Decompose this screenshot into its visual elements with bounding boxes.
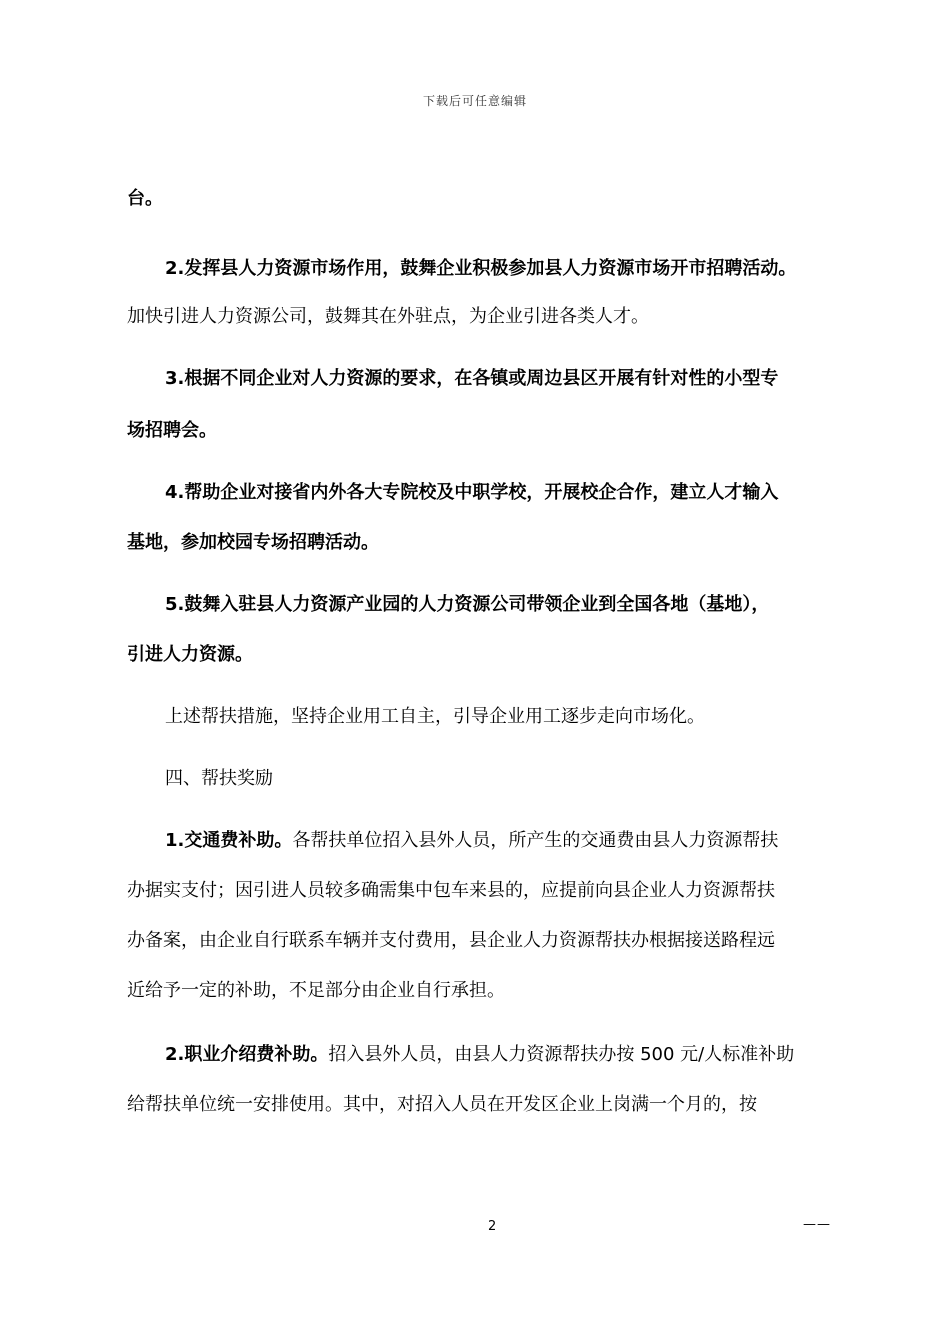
text-line: 场招聘会。 <box>127 420 217 441</box>
subsidy-1-text: 各帮扶单位招入县外人员，所产生的交通费由县人力资源帮扶 <box>292 830 779 851</box>
text-line: 办备案，由企业自行联系车辆并支付费用，县企业人力资源帮扶办根据接送路程远 <box>127 930 775 951</box>
page-header: 下载后可任意编辑 <box>422 94 527 108</box>
subsidy-2-title: 2.职业介绍费补助。 <box>165 1044 329 1065</box>
item-5-heading: 5.鼓舞入驻县人力资源产业园的人力资源公司带领企业到全国各地（基地）， <box>165 594 770 615</box>
item-3-heading: 3.根据不同企业对人力资源的要求，在各镇或周边县区开展有针对性的小型专 <box>165 368 779 389</box>
text-line: 给帮扶单位统一安排使用。其中，对招入人员在开发区企业上岗满一个月的，按 <box>127 1094 757 1115</box>
paragraph-line <box>165 1042 794 1068</box>
item-2-heading: 2.发挥县人力资源市场作用，鼓舞企业积极参加县人力资源市场开市招聘活动。 <box>165 258 797 279</box>
text-line: 上述帮扶措施，坚持企业用工自主，引导企业用工逐步走向市场化。 <box>165 706 705 727</box>
text-line: 办据实支付；因引进人员较多确需集中包车来县的，应提前向县企业人力资源帮扶 <box>127 880 775 901</box>
section-heading: 四、帮扶奖励 <box>165 768 273 789</box>
paragraph-line <box>165 828 778 854</box>
subsidy-2-text: 招入县外人员，由县人力资源帮扶办按 500 元/人标准补助 <box>328 1044 795 1065</box>
subsidy-1-title: 1.交通费补助。 <box>165 830 293 851</box>
item-4-heading: 4.帮助企业对接省内外各大专院校及中职学校，开展校企合作，建立人才输入 <box>165 482 779 503</box>
text-line: 引进人力资源。 <box>127 644 253 665</box>
text-line: 近给予一定的补助，不足部分由企业自行承担。 <box>127 980 505 1001</box>
text-line: 加快引进人力资源公司，鼓舞其在外驻点，为企业引进各类人才。 <box>127 306 649 327</box>
text-line: 基地，参加校园专场招聘活动。 <box>127 532 379 553</box>
footer-dash: —— <box>803 1217 831 1232</box>
text-line: 台。 <box>127 188 163 209</box>
page-number: 2 <box>488 1219 497 1234</box>
